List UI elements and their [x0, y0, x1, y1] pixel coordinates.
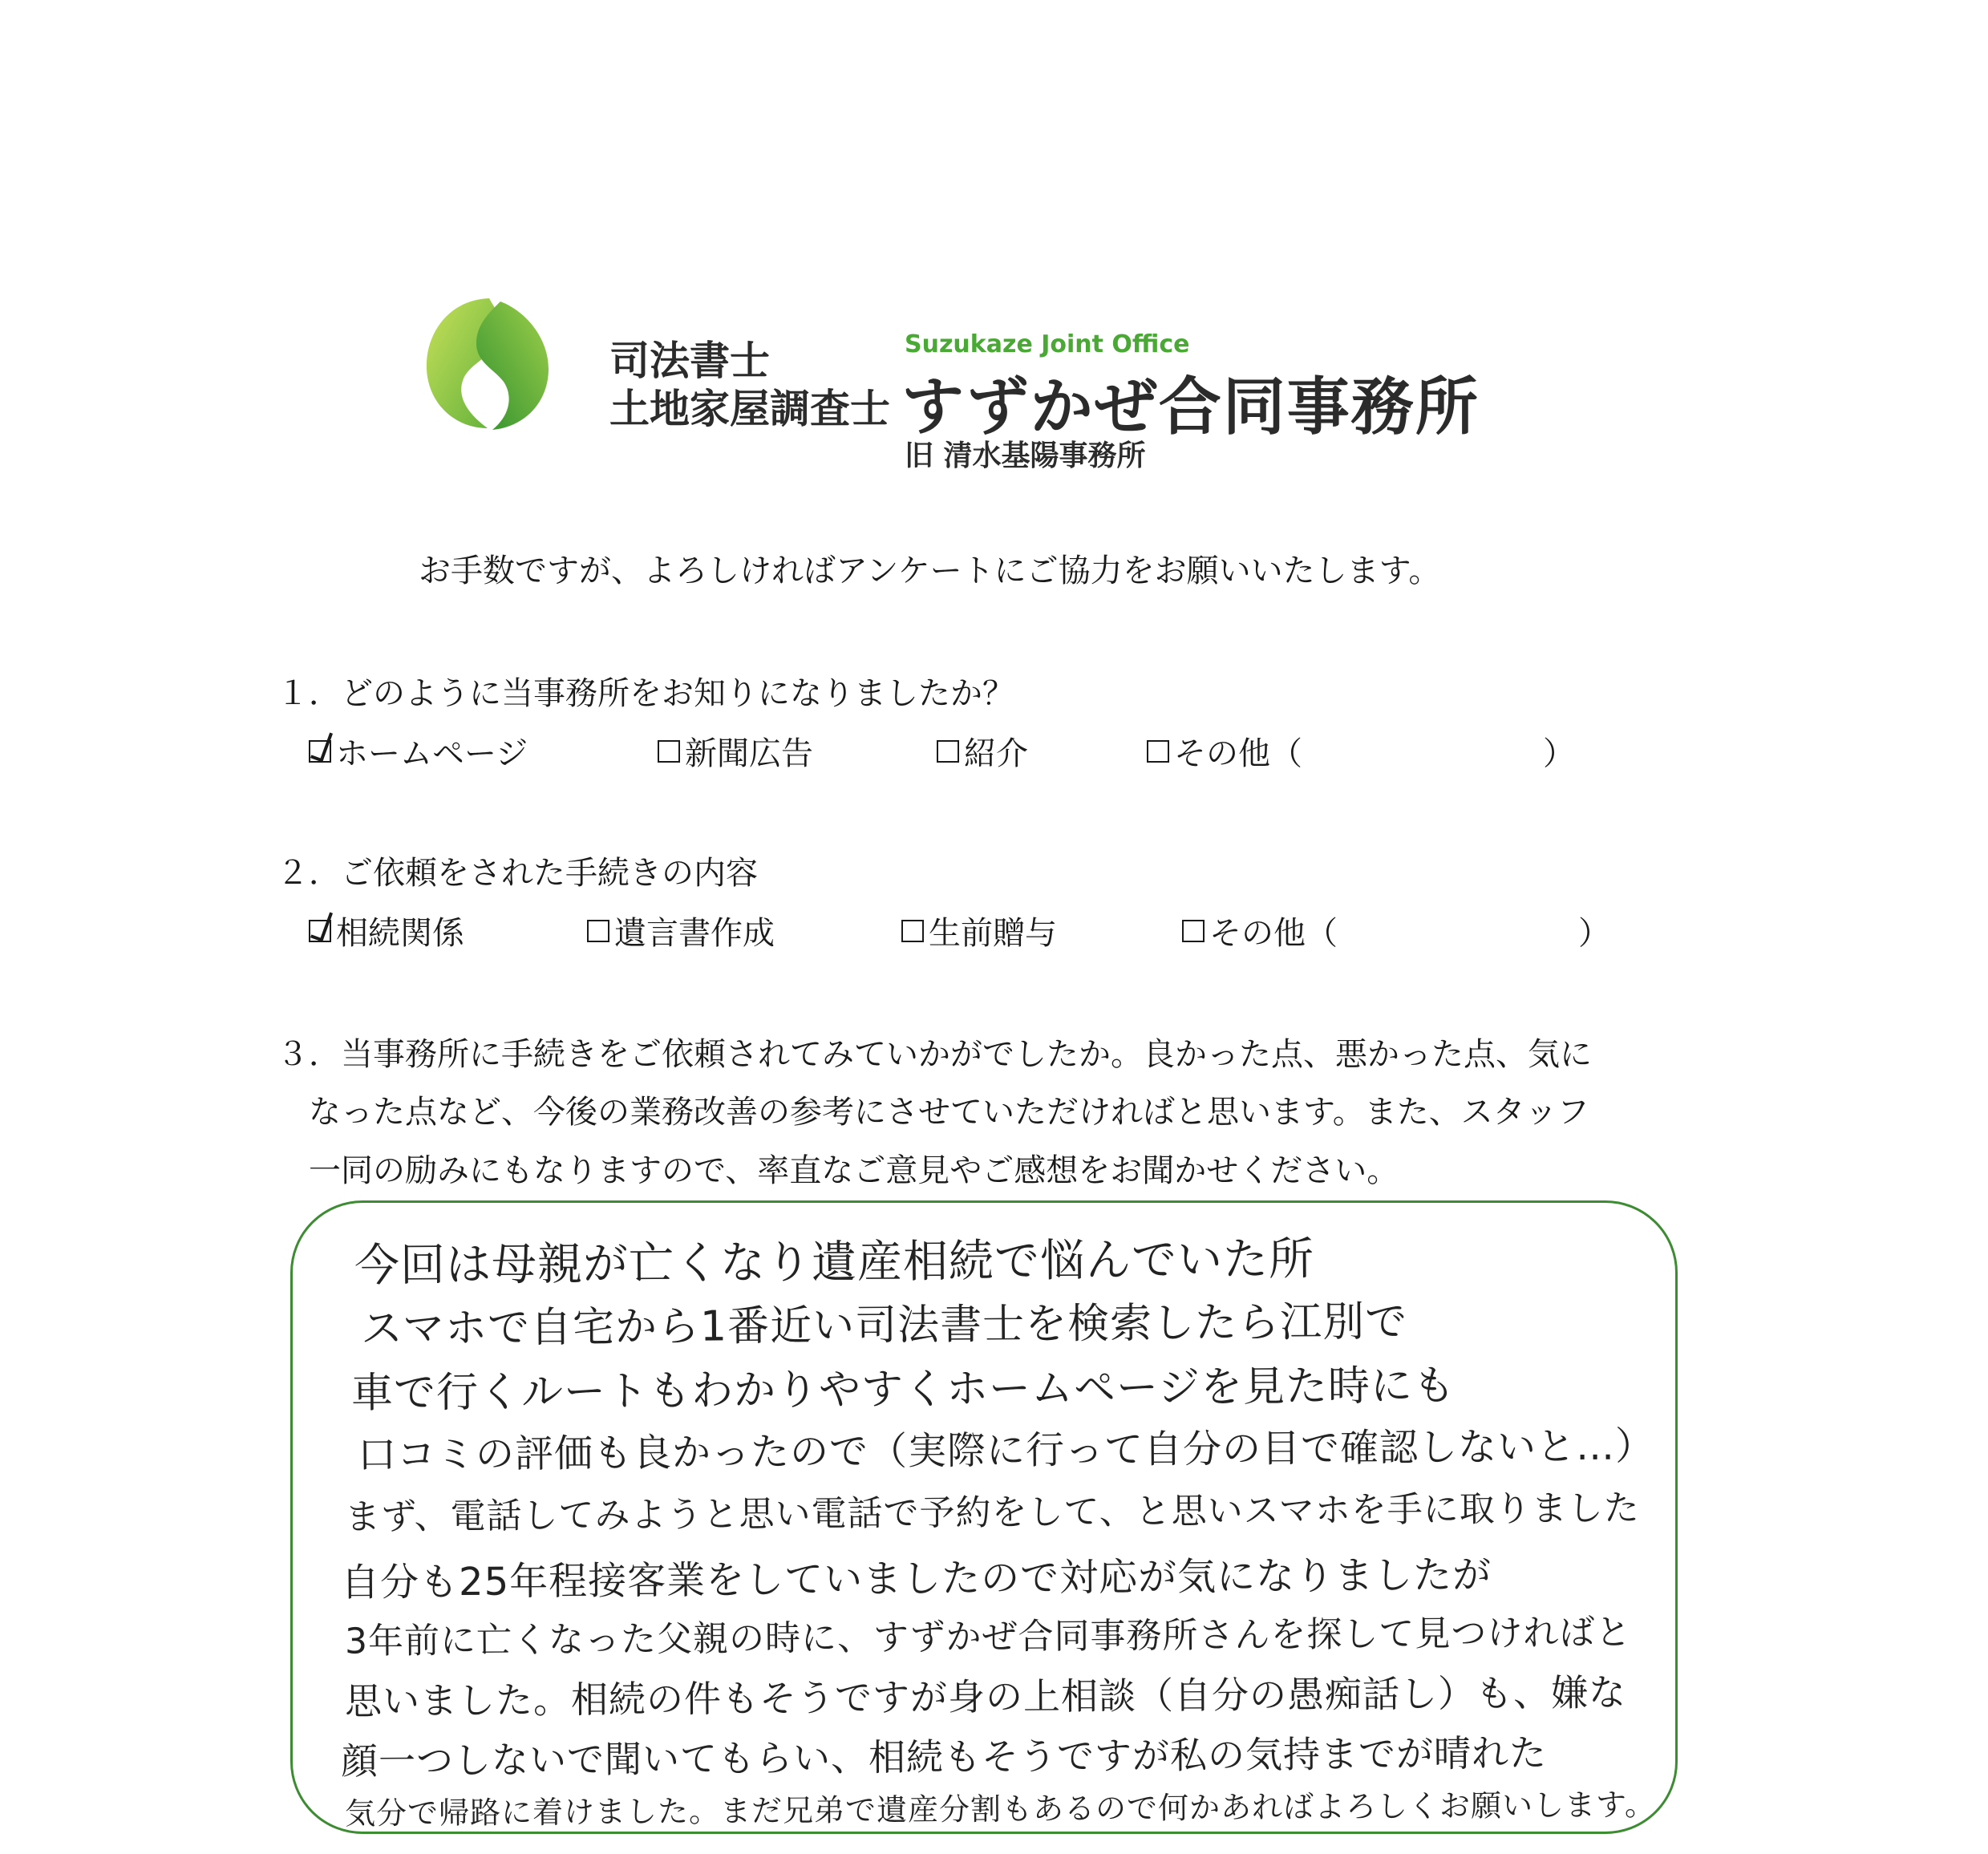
close-paren: ）	[1578, 915, 1610, 952]
logo-icon	[423, 295, 552, 431]
answer-line: 3年前に亡くなった父親の時に、すずかぜ合同事務所さんを探して見つければと	[344, 1612, 1632, 1662]
qualification-label: 司法書士	[609, 338, 770, 384]
question-3-line: 一同の励みにもなりますので、率直なご意見やご感想をお聞かせください。	[309, 1152, 1399, 1189]
checkbox[interactable]	[1147, 740, 1169, 763]
option-label: その他（	[1174, 735, 1302, 772]
q1-option-referral[interactable]	[937, 728, 1028, 774]
office-name: すずかぜ合同事務所	[901, 371, 1480, 443]
checkbox[interactable]	[901, 920, 924, 942]
office-name-english: Suzukaze Joint Office	[905, 330, 1190, 358]
answer-line: 顔一つしないで聞いてもらい、相続もそうですが私の気持までが晴れた	[340, 1731, 1548, 1783]
question-3-line: なった点など、今後の業務改善の参考にさせていただければと思います。また、スタッフ	[309, 1094, 1589, 1131]
q1-option-newspaper[interactable]	[658, 728, 813, 774]
checkbox[interactable]	[658, 740, 680, 763]
close-paren: ）	[1543, 735, 1575, 772]
answer-line: 思いました。相続の件もそうですが身の上相談（自分の愚痴話し）も、嫌な	[344, 1670, 1627, 1723]
q1-option-homepage[interactable]	[309, 728, 528, 774]
checkbox[interactable]	[937, 740, 959, 763]
option-label: 相続関係	[336, 915, 464, 952]
option-label: その他（	[1209, 915, 1338, 952]
q2-option-gift[interactable]	[901, 908, 1057, 953]
former-office-name: 旧 清水基陽事務所	[905, 439, 1146, 472]
option-label: 遺言書作成	[614, 915, 775, 952]
answer-line: 気分で帰路に着けました。まだ兄弟で遺産分割もあるので何かあればよろしくお願いします。	[344, 1787, 1657, 1832]
q1-option-other[interactable]	[1147, 728, 1575, 774]
answer-line: 車で行くルートもわかりやすくホームページを見た時にも	[350, 1362, 1456, 1418]
option-label: 紹介	[964, 735, 1028, 772]
q2-option-other[interactable]	[1182, 908, 1610, 953]
answer-line: 口コミの評価も良かったので（実際に行って自分の目で確認しないと…）	[357, 1423, 1655, 1478]
checkbox[interactable]	[587, 920, 609, 942]
qualification-label: 土地家屋調査士	[609, 386, 890, 432]
survey-intro: お手数ですが、よろしければアンケートにご協力をお願いいたします。	[419, 553, 1441, 589]
answer-line: まず、電話してみようと思い電話で予約をして、と思いスマホを手に取りました	[344, 1488, 1640, 1538]
option-label: ホームページ	[336, 735, 528, 772]
checkbox[interactable]	[1182, 920, 1205, 942]
q2-option-inheritance[interactable]	[309, 908, 464, 953]
checkbox-checked[interactable]	[309, 740, 331, 763]
answer-line: 自分も25年程接客業をしていましたので対応が気になりましたが	[340, 1552, 1492, 1606]
question-2: ２．ご依頼をされた手続きの内容	[277, 855, 758, 892]
checkbox-checked[interactable]	[309, 920, 331, 942]
question-3-line: ３．当事務所に手続きをご依頼されてみていかがでしたか。良かった点、悪かった点、気に	[277, 1036, 1592, 1073]
option-label: 生前贈与	[929, 915, 1057, 952]
answer-line: スマホで自宅から1番近い司法書士を検索したら江別で	[360, 1297, 1408, 1354]
question-1: １．どのように当事務所をお知りになりましたか？	[277, 675, 1014, 712]
option-label: 新聞広告	[685, 735, 813, 772]
q2-option-will[interactable]	[587, 908, 775, 953]
answer-line: 今回は母親が亡くなり遺産相続で悩んでいた所	[354, 1233, 1315, 1293]
